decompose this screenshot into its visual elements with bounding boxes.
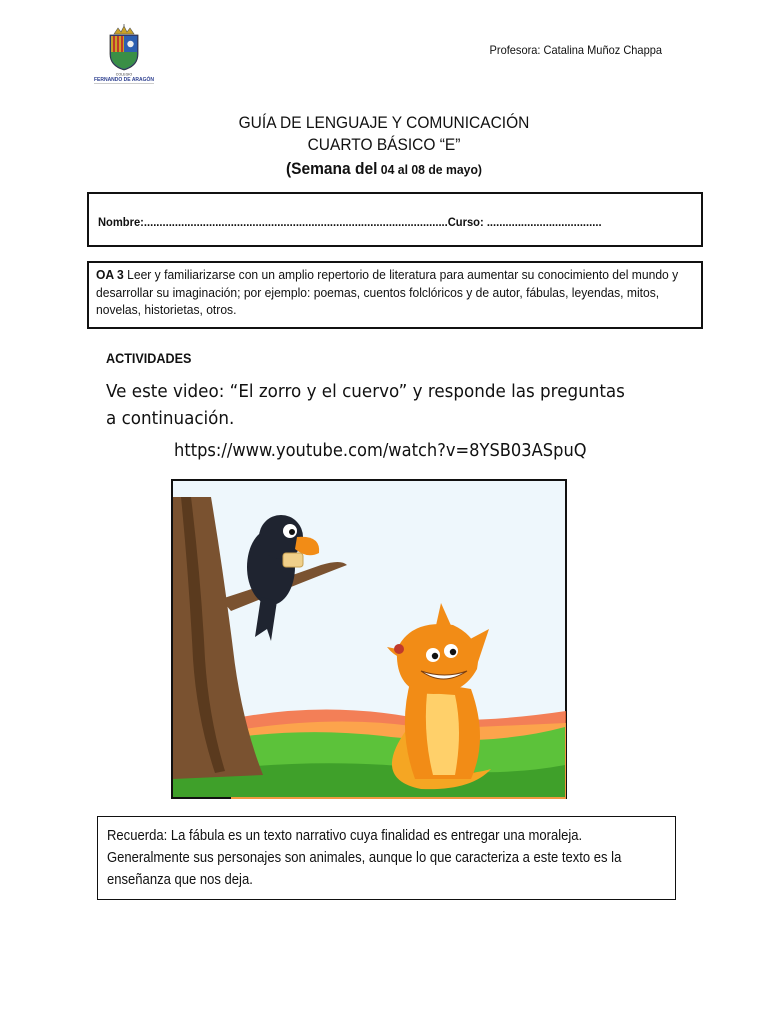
course-field[interactable]: ..................................... (483, 215, 602, 229)
name-field[interactable]: .................................................................................................. (143, 215, 448, 229)
title-grade: CUARTO BÁSICO “E” (307, 136, 461, 154)
student-info-line (98, 215, 602, 229)
logo-school-name: FERNANDO DE ARAGÓN (93, 77, 155, 83)
title-week (23, 160, 745, 179)
activity-instruction: Ve este video: “El zorro y el cuervo” y responde las preguntas a continuación. (106, 381, 625, 429)
objective-code: OA 3 (96, 267, 124, 282)
video-link[interactable]: https://www.youtube.com/watch?v=8YSB03ASpuQ (174, 441, 587, 461)
reminder-text: Recuerda: La fábula es un texto narrativo cuya finalidad es entregar una moraleja. Generalmente sus personajes son animales, aunque lo que caracteriza a este texto es la enseñanza que nos deja. (107, 828, 622, 888)
objective-text (96, 266, 691, 319)
course-label: Curso: (447, 215, 484, 229)
teacher-name: Profesora: Catalina Muñoz Chappa (489, 43, 662, 57)
objective-description: Leer y familiarizarse con un amplio repertorio de literatura para aumentar su conocimiento del mundo y desarrollar su imaginación; por ejemplo: poemas, cuentos folclóricos y de autor, fábulas, leyendas, mitos, novelas, historietas, otros. (96, 267, 679, 317)
name-label: Nombre: (98, 215, 144, 229)
title-subject: GUÍA DE LENGUAJE Y COMUNICACIÓN (238, 114, 530, 132)
logo-school-top: COLEGIO (115, 72, 133, 77)
title-week-dates: 04 al 08 de mayo) (377, 162, 482, 177)
title-week-prefix: (Semana del (286, 160, 378, 178)
school-crest-icon (88, 24, 160, 86)
activities-heading: ACTIVIDADES (106, 350, 192, 366)
fox-and-crow-illustration (171, 479, 567, 799)
